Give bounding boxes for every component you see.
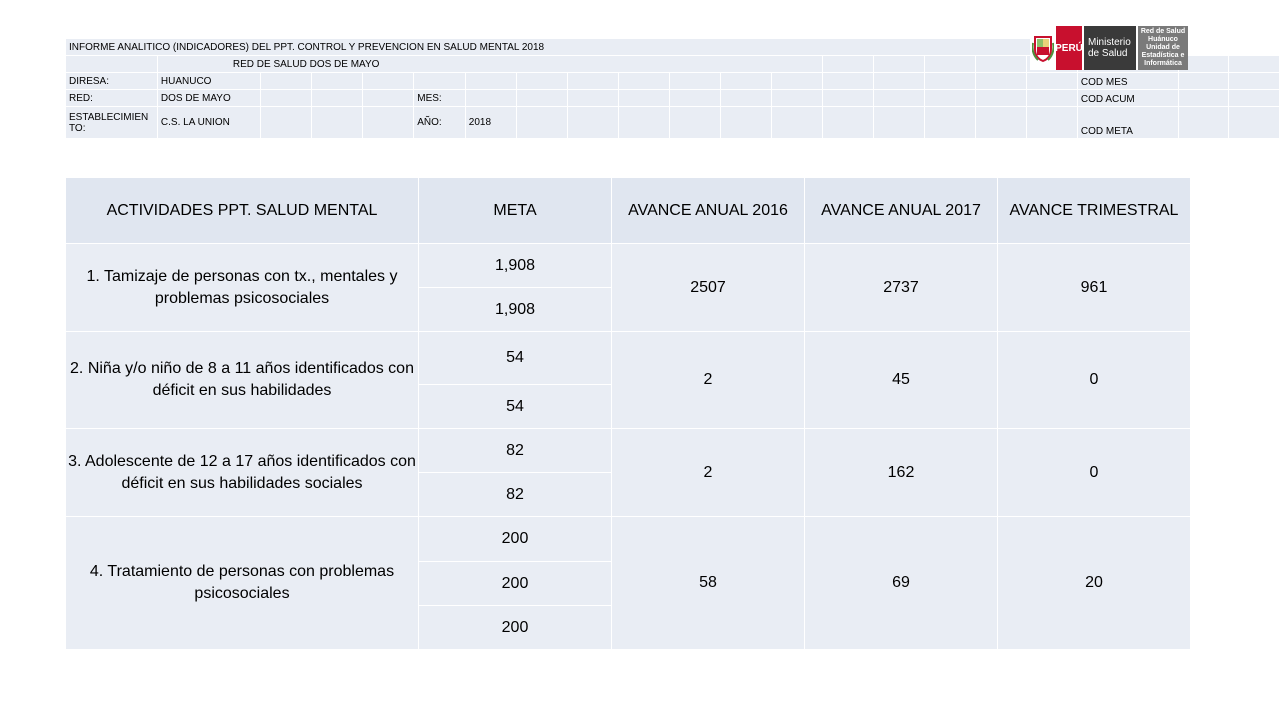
activity-cell: 1. Tamizaje de personas con tx., mentales y problemas psicosociales xyxy=(66,244,419,332)
meta-cell: 82 xyxy=(419,429,612,473)
header-cell xyxy=(925,56,976,73)
activity-cell: 2. Niña y/o niño de 8 a 11 años identificados con déficit en sus habilidades xyxy=(66,332,419,429)
header-cell xyxy=(874,56,925,73)
report-title: INFORME ANALITICO (INDICADORES) DEL PPT. CONTROL Y PREVENCION EN SALUD MENTAL 2018 xyxy=(66,39,1078,56)
table-row xyxy=(66,332,1191,385)
diresa-value: HUANUCO xyxy=(157,73,260,90)
peru-label: PERÚ xyxy=(1056,26,1082,70)
header-cell xyxy=(66,56,158,73)
cod-meta-label: COD META xyxy=(1077,107,1178,139)
mes-label: MES: xyxy=(414,90,466,107)
activity-cell: 3. Adolescente de 12 a 17 años identificados con déficit en sus habilidades sociales xyxy=(66,429,419,517)
activity-cell: 4. Tratamiento de personas con problemas psicosociales xyxy=(66,517,419,650)
avance-2017-cell: 69 xyxy=(805,517,998,650)
avance-2016-cell: 2 xyxy=(612,429,805,517)
avance-2017-cell: 45 xyxy=(805,332,998,429)
column-header-avance-2017: AVANCE ANUAL 2017 xyxy=(805,178,998,244)
red-value: DOS DE MAYO xyxy=(157,90,260,107)
meta-cell: 1,908 xyxy=(419,244,612,288)
avance-trimestral-cell: 961 xyxy=(998,244,1191,332)
meta-cell: 54 xyxy=(419,332,612,385)
meta-cell: 200 xyxy=(419,606,612,650)
avance-2017-cell: 162 xyxy=(805,429,998,517)
header-cell xyxy=(823,56,874,73)
avance-trimestral-cell: 0 xyxy=(998,429,1191,517)
avance-2017-cell: 2737 xyxy=(805,244,998,332)
meta-cell: 82 xyxy=(419,473,612,517)
activities-table xyxy=(65,177,1191,650)
avance-2016-cell: 58 xyxy=(612,517,805,650)
header-cell xyxy=(1229,56,1280,73)
cod-acum-label: COD ACUM xyxy=(1077,90,1178,107)
cod-mes-label: COD MES xyxy=(1077,73,1178,90)
ministerio-label xyxy=(1084,26,1136,70)
meta-cell: 54 xyxy=(419,385,612,429)
ministerio-line-2: de Salud xyxy=(1088,48,1128,59)
avance-trimestral-cell: 0 xyxy=(998,332,1191,429)
column-header-avance-2016: AVANCE ANUAL 2016 xyxy=(612,178,805,244)
column-header-meta: META xyxy=(419,178,612,244)
meta-cell: 1,908 xyxy=(419,288,612,332)
red-salud-unit-label: Red de Salud Huánuco Unidad de Estadística e Informática xyxy=(1138,26,1188,70)
avance-2016-cell: 2 xyxy=(612,332,805,429)
meta-cell: 200 xyxy=(419,562,612,606)
red-de-salud-label: RED DE SALUD DOS DE MAYO xyxy=(157,56,822,73)
header-cell xyxy=(976,56,1027,73)
ministerio-line-1: Ministerio xyxy=(1088,37,1131,48)
table-row xyxy=(66,517,1191,562)
establecimiento-label: ESTABLECIMIENTO: xyxy=(66,107,158,139)
red-label: RED: xyxy=(66,90,158,107)
establecimiento-value: C.S. LA UNION xyxy=(157,107,260,139)
anio-label: AÑO: xyxy=(414,107,466,139)
ministerio-logo xyxy=(1030,26,1188,70)
table-row xyxy=(66,429,1191,473)
anio-value: 2018 xyxy=(465,107,516,139)
meta-cell: 200 xyxy=(419,517,612,562)
column-header-actividades: ACTIVIDADES PPT. SALUD MENTAL xyxy=(66,178,419,244)
avance-2016-cell: 2507 xyxy=(612,244,805,332)
table-row xyxy=(66,244,1191,288)
diresa-label: DIRESA: xyxy=(66,73,158,90)
coat-of-arms-icon xyxy=(1030,26,1056,70)
column-header-avance-trimestral: AVANCE TRIMESTRAL xyxy=(998,178,1191,244)
avance-trimestral-cell: 20 xyxy=(998,517,1191,650)
